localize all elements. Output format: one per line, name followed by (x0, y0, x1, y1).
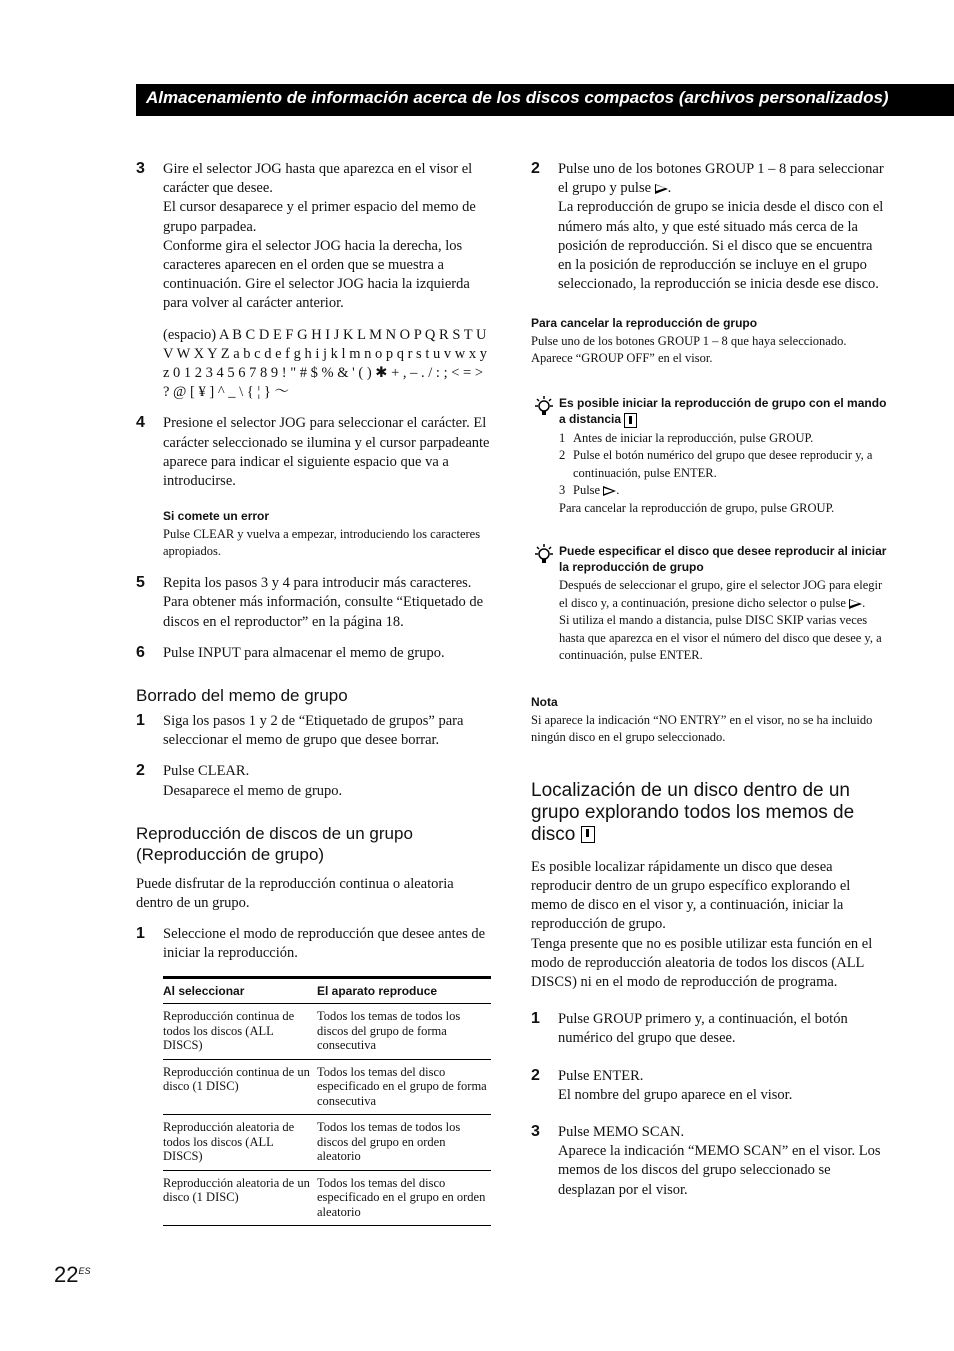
error-text: Pulse CLEAR y vuelva a empezar, introduciendo los caracteres apropiados. (163, 527, 481, 559)
section-intro: Puede disfrutar de la reproducción continua o aleatoria dentro de un grupo. (136, 875, 454, 912)
tip-text: Si utiliza el mando a distancia, pulse DISC SKIP varias veces hasta que aparezca en el visor el número del disco que desee y, a continuación, pulse ENTER. (559, 613, 882, 663)
step-text: Pulse MEMO SCAN. (558, 1123, 685, 1140)
table-row (163, 1170, 491, 1226)
table-cell: Todos los temas del disco especificado en el grupo en orden aleatorio (317, 1170, 491, 1226)
local-step-3 (531, 1123, 889, 1200)
step-number: 1 (136, 925, 145, 943)
section-heading: Borrado del memo de grupo (136, 686, 348, 706)
step-text: Desaparece el memo de grupo. (163, 782, 343, 799)
step-text: Gire el selector JOG hasta que aparezca en el visor el carácter que desee. (163, 161, 473, 197)
note-title: Nota (531, 694, 558, 709)
step-text: Aparece la indicación “MEMO SCAN” en el visor. Los memos de los discos del grupo seleccionado se desplazan por el visor. (558, 1143, 881, 1198)
lightbulb-icon (531, 543, 555, 567)
table-row (163, 1004, 491, 1060)
step-6 (136, 644, 492, 663)
left-column (136, 160, 492, 1226)
step-number: 2 (531, 1066, 540, 1084)
step-number: 3 (136, 160, 145, 177)
play-icon (603, 486, 616, 496)
remote-icon (624, 413, 637, 428)
list-number: 3 (559, 483, 566, 498)
step-number: 1 (136, 712, 145, 730)
table-header: Al seleccionar (163, 977, 317, 1004)
step-text: Siga los pasos 1 y 2 de “Etiquetado de grupos” para seleccionar el memo de grupo que desee borrar. (163, 713, 464, 749)
list-text: Pulse (573, 483, 601, 498)
step-text: Presione el selector JOG para seleccionar el carácter. El carácter seleccionado se ilumina y el cursor parpadeante aparece para indicar el siguiente espacio que va a introducirse. (163, 415, 490, 490)
step-text: Pulse uno de los botones GROUP 1 – 8 para seleccionar el grupo y pulse . (558, 161, 884, 197)
step-text: Repita los pasos 3 y 4 para introducir más caracteres. Para obtener más información, consulte “Etiquetado de discos en el reproductor” en la página 18. (163, 575, 484, 630)
play-icon (655, 184, 668, 194)
table-header: El aparato reproduce (317, 977, 491, 1004)
step-number: 6 (136, 643, 145, 661)
character-list: (espacio) A B C D E F G H I J K L M N O P Q R S T U V W X Y Z a b c d e f g h i j k l m n o p q r s t u v w x y z 0 1 2 3 4 5 6 7 8 9 ! " # $ % & ' ( ) ✱ + , – . / : ; < = > ? @ [ ¥ ] ^ _ \ { ¦ } 〜 (163, 326, 487, 401)
tip-remote (531, 395, 889, 517)
step-text: El cursor desaparece y el primer espacio del memo de grupo parpadea. (163, 199, 476, 235)
step-text: Conforme gira el selector JOG hacia la derecha, los caracteres aparecen en el orden que se muestra a continuación. Gire el selector JOG hacia la izquierda para volver al carácter anterior. (163, 237, 470, 312)
borrado-step-2 (136, 762, 492, 800)
error-title: Si comete un error (163, 509, 270, 524)
step-number: 4 (136, 414, 145, 432)
list-number: 2 (559, 448, 566, 463)
cancel-text: Pulse uno de los botones GROUP 1 – 8 que haya seleccionado. Aparece “GROUP OFF” en el visor. (531, 334, 847, 366)
table-cell: Reproducción aleatoria de todos los discos (ALL DISCS) (163, 1115, 317, 1171)
table-cell: Todos los temas del disco especificado en el grupo de forma consecutiva (317, 1059, 491, 1115)
tip-text-line: Después de seleccionar el grupo, gire el selector JOG para elegir el disco y, a continuación, presione dicho selector o pulse (559, 578, 883, 610)
section-heading (531, 780, 889, 846)
section-banner (136, 84, 954, 116)
step-2 (531, 160, 889, 294)
table-row (163, 1115, 491, 1171)
list-item (559, 430, 889, 448)
local-step-1 (531, 1010, 889, 1048)
page-number (54, 1262, 91, 1288)
page-number-value: 22 (54, 1262, 79, 1287)
list-item (559, 447, 889, 482)
tip-title-text: Es posible iniciar la reproducción de grupo con el mando a distancia (559, 396, 887, 427)
step-text: Pulse CLEAR. (163, 763, 250, 780)
step-number: 5 (136, 574, 145, 592)
step-text: Pulse ENTER. (558, 1067, 644, 1084)
step-number: 2 (136, 762, 145, 780)
step-5 (136, 574, 492, 632)
table-cell: Reproducción continua de todos los discos (ALL DISCS) (163, 1004, 317, 1060)
play-icon (849, 599, 862, 609)
section-heading: Reproducción de discos de un grupo (Reproducción de grupo) (136, 823, 413, 864)
tip-text: Para cancelar la reproducción de grupo, pulse GROUP. (559, 500, 835, 515)
step-number: 3 (531, 1122, 540, 1140)
note-text: Si aparece la indicación “NO ENTRY” en el visor, no se ha incluido ningún disco en el grupo seleccionado. (531, 712, 873, 744)
error-note (163, 509, 492, 560)
tip-title: Puede especificar el disco que desee reproducir al iniciar la reproducción de grupo (559, 544, 887, 575)
play-mode-table (163, 976, 491, 1227)
table-cell: Todos los temas de todos los discos del grupo en orden aleatorio (317, 1115, 491, 1171)
table-cell: Reproducción continua de un disco (1 DISC) (163, 1059, 317, 1115)
repro-step-1 (136, 925, 492, 963)
borrado-step-1 (136, 712, 492, 750)
remote-icon (581, 826, 595, 843)
note (531, 695, 889, 746)
tip-text: Después de seleccionar el grupo, gire el selector JOG para elegir el disco y, a continuación, presione dicho selector o pulse . (559, 578, 883, 610)
table-cell: Reproducción aleatoria de un disco (1 DISC) (163, 1170, 317, 1226)
list-text: Pulse el botón numérico del grupo que desee reproducir y, a continuación, pulse ENTER. (573, 448, 873, 480)
section-text: Tenga presente que no es posible utilizar esta función en el modo de reproducción aleatoria de todos los discos (ALL DISCS) ni en el modo de reproducción de programa. (531, 935, 873, 990)
page-language-suffix: ES (78, 1266, 91, 1276)
section-text: Es posible localizar rápidamente un disco que desea reproducir dentro de un grupo específico explorando el memo de disco en el visor y, a continuación, iniciar la reproducción de grupo. (531, 858, 851, 933)
table-cell: Todos los temas de todos los discos del grupo de forma consecutiva (317, 1004, 491, 1060)
list-text: Antes de iniciar la reproducción, pulse GROUP. (573, 430, 814, 445)
step-number: 1 (531, 1010, 540, 1028)
step-3 (136, 160, 492, 402)
step-text: Pulse GROUP primero y, a continuación, el botón numérico del grupo que desee. (558, 1011, 848, 1047)
list-number: 1 (559, 430, 566, 445)
step-text-line: Pulse uno de los botones GROUP 1 – 8 para seleccionar el grupo y pulse (558, 161, 884, 197)
table-row (163, 1059, 491, 1115)
tip-title (559, 395, 889, 427)
local-step-2 (531, 1067, 889, 1105)
cancel-note (531, 316, 889, 367)
step-text: Pulse INPUT para almacenar el memo de grupo. (163, 644, 445, 661)
step-4 (136, 414, 492, 491)
banner-title: Almacenamiento de información acerca de los discos compactos (archivos personalizados) (146, 88, 889, 107)
lightbulb-icon (531, 395, 555, 419)
section-heading-text: Localización de un disco dentro de un grupo explorando todos los memos de disco (531, 779, 855, 845)
cancel-title: Para cancelar la reproducción de grupo (531, 316, 758, 331)
step-text: El nombre del grupo aparece en el visor. (558, 1086, 793, 1103)
step-text: La reproducción de grupo se inicia desde el disco con el número más alto, y que esté situado más cerca de la posición de reproducción. Si el disco que se encuentra en la posición de reproducción se incluye en el grupo seleccionado, la reproducción se inicia desde ese disco. (558, 199, 884, 293)
list-item: 3 Pulse . (559, 482, 889, 500)
step-number: 2 (531, 160, 540, 177)
right-column (531, 160, 889, 1212)
step-text: Seleccione el modo de reproducción que desee antes de iniciar la reproducción. (163, 926, 486, 962)
tip-specify-disc (531, 543, 889, 665)
